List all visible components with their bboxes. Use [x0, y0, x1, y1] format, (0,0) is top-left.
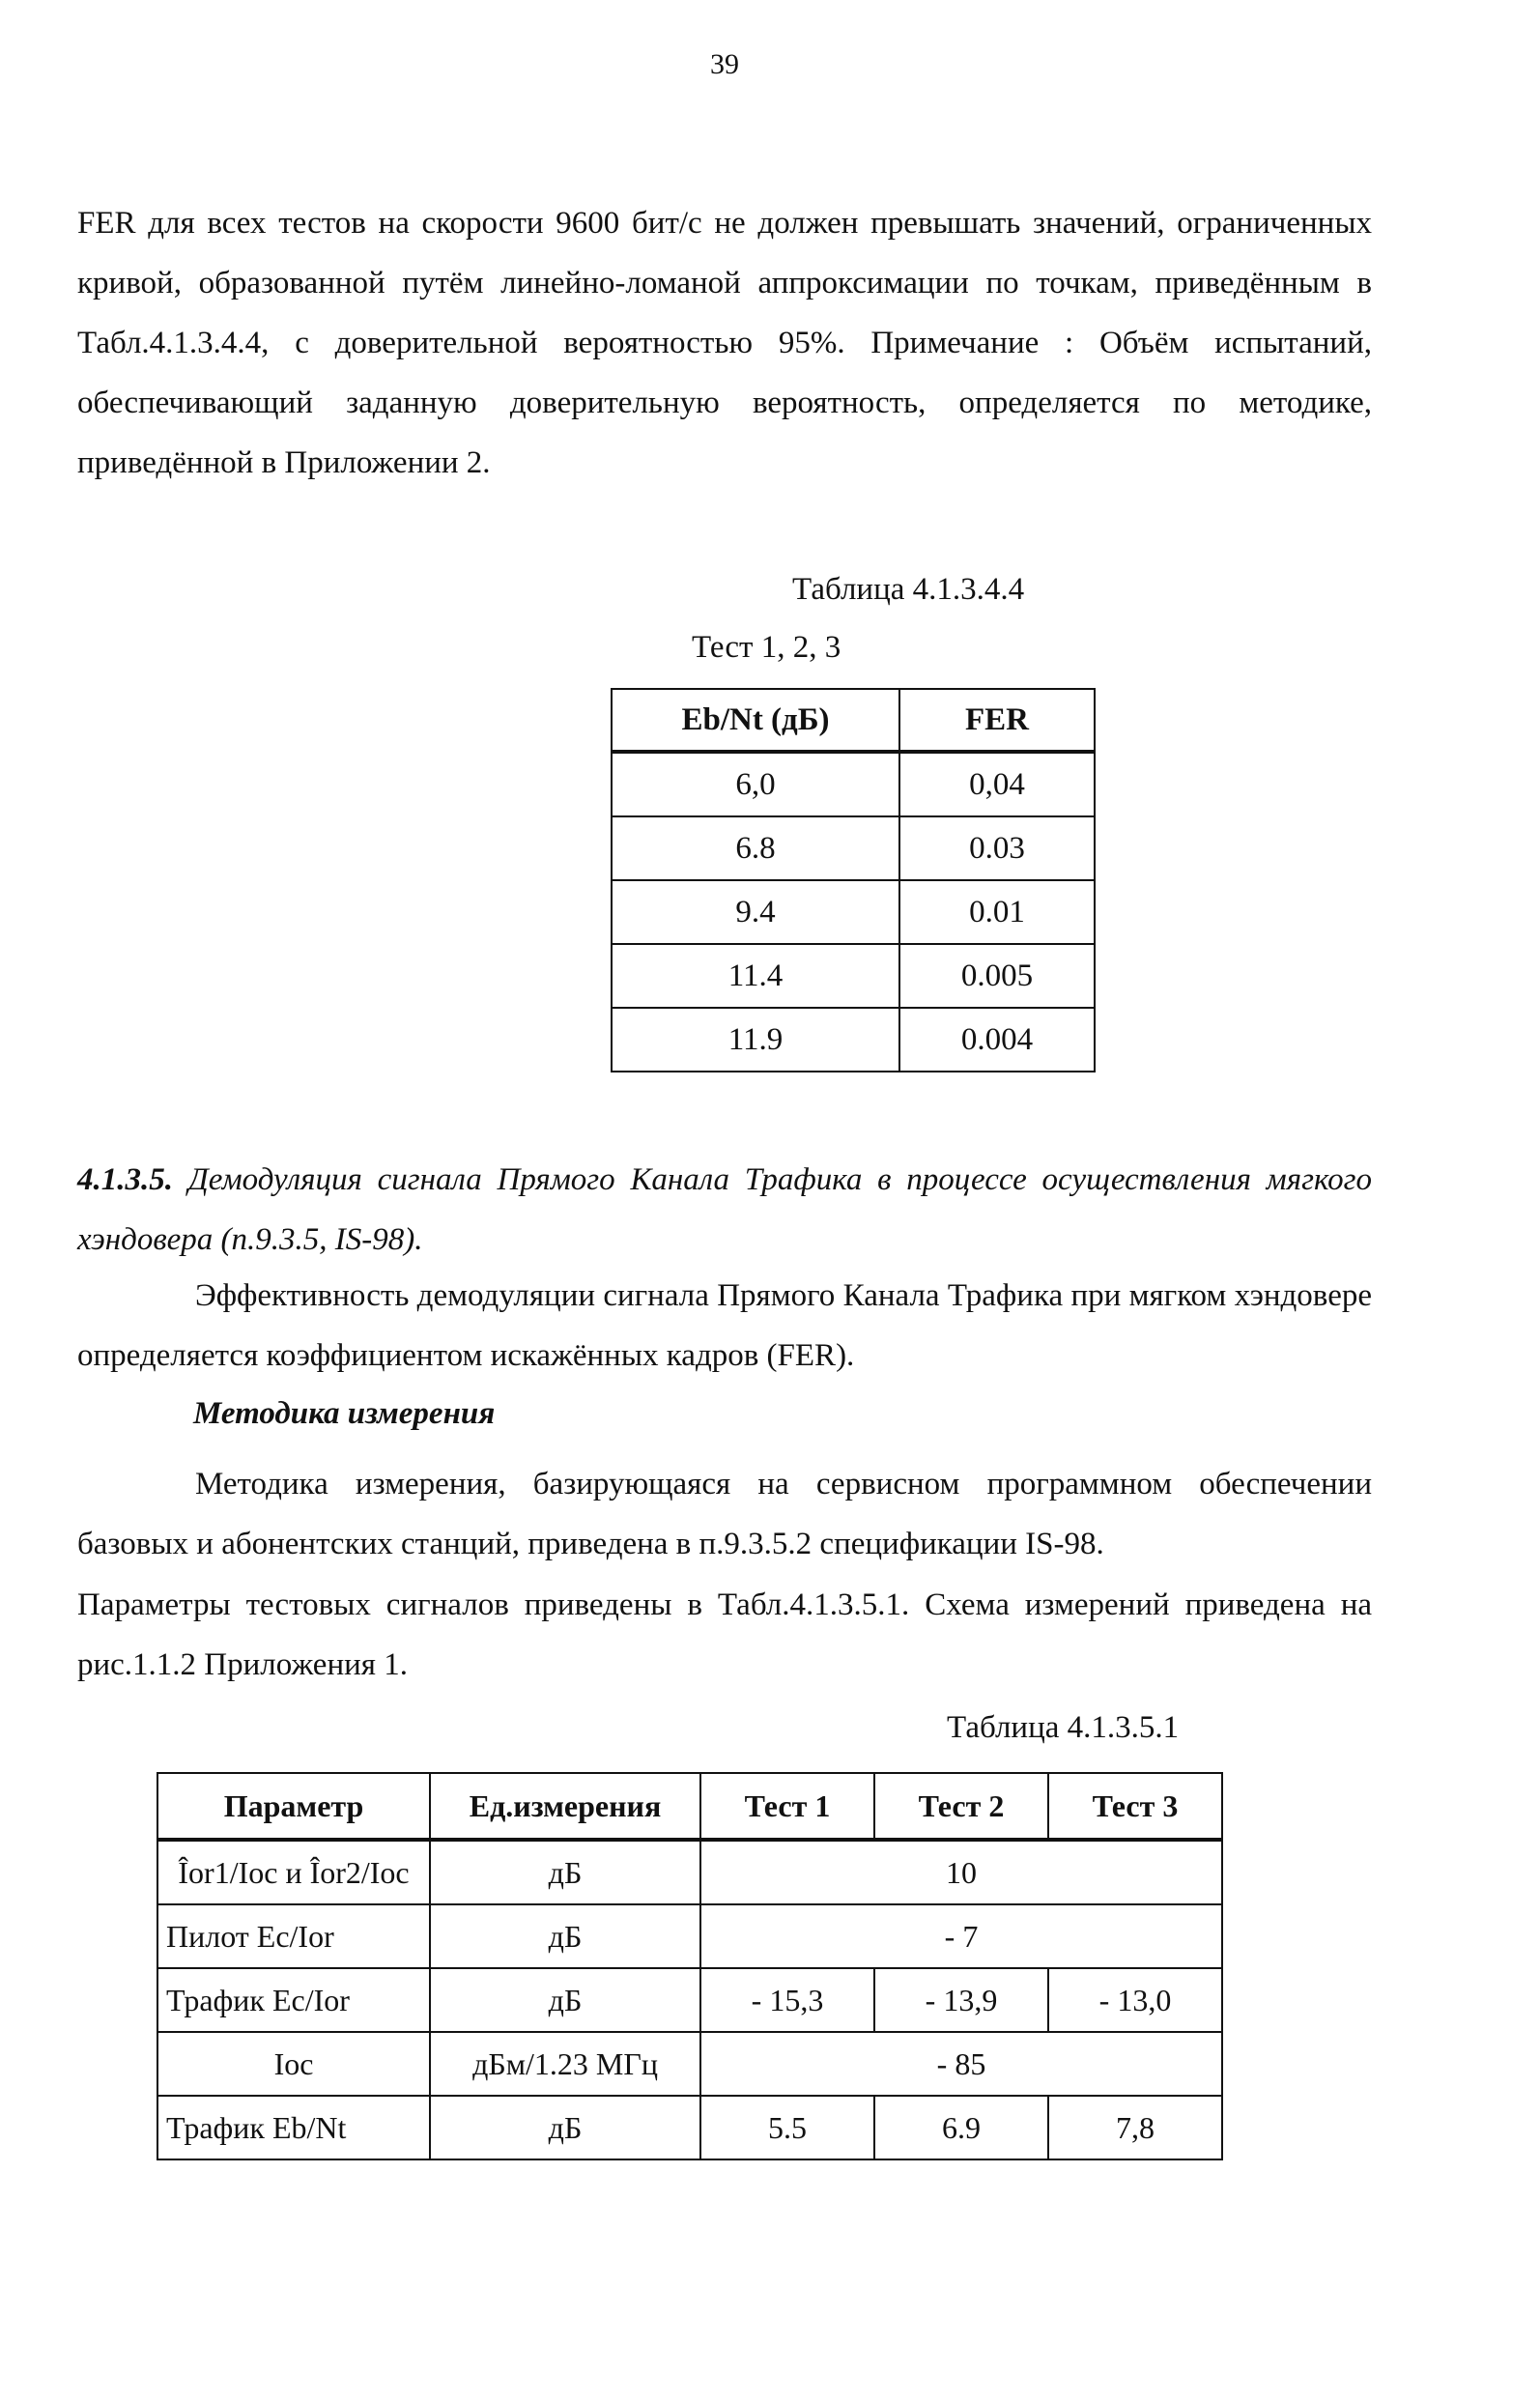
table-cell: 0.01 [899, 880, 1095, 944]
param-cell: Трафик Eb/Nt [157, 2096, 430, 2159]
section-title: Демодуляция сигнала Прямого Канала Трафика в процессе осуществления мягкого хэндовера (п.9.3.5, IS-98). [77, 1162, 1372, 1257]
table-cell: 11.4 [612, 944, 899, 1008]
section-heading [77, 1150, 1372, 1270]
fer-table [611, 688, 1096, 1072]
table-row [157, 1840, 1222, 1904]
table-cell: 0.004 [899, 1008, 1095, 1072]
value-cell: 6.9 [874, 2096, 1048, 2159]
table-row [612, 880, 1095, 944]
param-cell: Îor1/Ioc и Îor2/Ioc [157, 1840, 430, 1904]
unit-cell: дБм/1.23 МГц [430, 2032, 700, 2096]
table-header-row [612, 689, 1095, 752]
column-header: Тест 3 [1048, 1773, 1222, 1840]
table-row [157, 2096, 1222, 2159]
table-cell: 0.005 [899, 944, 1095, 1008]
table-row [157, 1968, 1222, 2032]
test-parameters-table [157, 1772, 1223, 2160]
paragraph-efficiency: Эффективность демодуляции сигнала Прямого Канала Трафика при мягком хэндовере определяется коэффициентом искажённых кадров (FER). [77, 1278, 1372, 1373]
column-header: Тест 1 [700, 1773, 874, 1840]
column-header: FER [899, 689, 1095, 752]
param-cell: Ioc [157, 2032, 430, 2096]
param-cell: Трафик Ec/Ior [157, 1968, 430, 2032]
unit-cell: дБ [430, 1840, 700, 1904]
column-header: Eb/Nt (дБ) [612, 689, 899, 752]
column-header: Ед.измерения [430, 1773, 700, 1840]
unit-cell: дБ [430, 1968, 700, 2032]
merged-value-cell: - 85 [700, 2032, 1222, 2096]
value-cell: 7,8 [1048, 2096, 1222, 2159]
table-row [612, 752, 1095, 816]
subheading-method: Методика измерения [193, 1396, 496, 1431]
table2-caption: Таблица 4.1.3.5.1 [947, 1710, 1180, 1745]
paragraph-fer-requirement: FER для всех тестов на скорости 9600 бит/с не должен превышать значений, ограниченных кривой, образованной путём линейно-ломаной аппроксимации по точкам, приведённым в Табл.4.1.3.4.4, с доверительной вероятностью 95%. Примечание : Объём испытаний, обеспечивающий заданную доверительную вероятность, определяется по методике, приведённой в Приложении 2. [77, 206, 1372, 480]
table-cell: 9.4 [612, 880, 899, 944]
table-row [612, 1008, 1095, 1072]
table1-caption: Таблица 4.1.3.4.4 [792, 572, 1025, 607]
table-row [157, 1904, 1222, 1968]
param-cell: Пилот Ec/Ior [157, 1904, 430, 1968]
merged-value-cell: - 7 [700, 1904, 1222, 1968]
table-row [157, 2032, 1222, 2096]
table-header-row [157, 1773, 1222, 1840]
unit-cell: дБ [430, 1904, 700, 1968]
table-cell: 0.03 [899, 816, 1095, 880]
column-header: Параметр [157, 1773, 430, 1840]
value-cell: - 13,0 [1048, 1968, 1222, 2032]
table-cell: 11.9 [612, 1008, 899, 1072]
section-number: 4.1.3.5. [77, 1162, 173, 1197]
table-row [612, 816, 1095, 880]
merged-value-cell: 10 [700, 1840, 1222, 1904]
table-cell: 6.8 [612, 816, 899, 880]
page-number: 39 [710, 48, 739, 80]
paragraph-parameters: Параметры тестовых сигналов приведены в Табл.4.1.3.5.1. Схема измерений приведена на рис.1.1.2 Приложения 1. [77, 1587, 1372, 1682]
unit-cell: дБ [430, 2096, 700, 2159]
value-cell: 5.5 [700, 2096, 874, 2159]
paragraph-method: Методика измерения, базирующаяся на сервисном программном обеспечении базовых и абонентских станций, приведена в п.9.3.5.2 спецификации IS-98. [77, 1467, 1372, 1561]
table-cell: 0,04 [899, 752, 1095, 816]
column-header: Тест 2 [874, 1773, 1048, 1840]
table-cell: 6,0 [612, 752, 899, 816]
value-cell: - 15,3 [700, 1968, 874, 2032]
value-cell: - 13,9 [874, 1968, 1048, 2032]
table1-subcaption: Тест 1, 2, 3 [692, 630, 841, 665]
table-row [612, 944, 1095, 1008]
